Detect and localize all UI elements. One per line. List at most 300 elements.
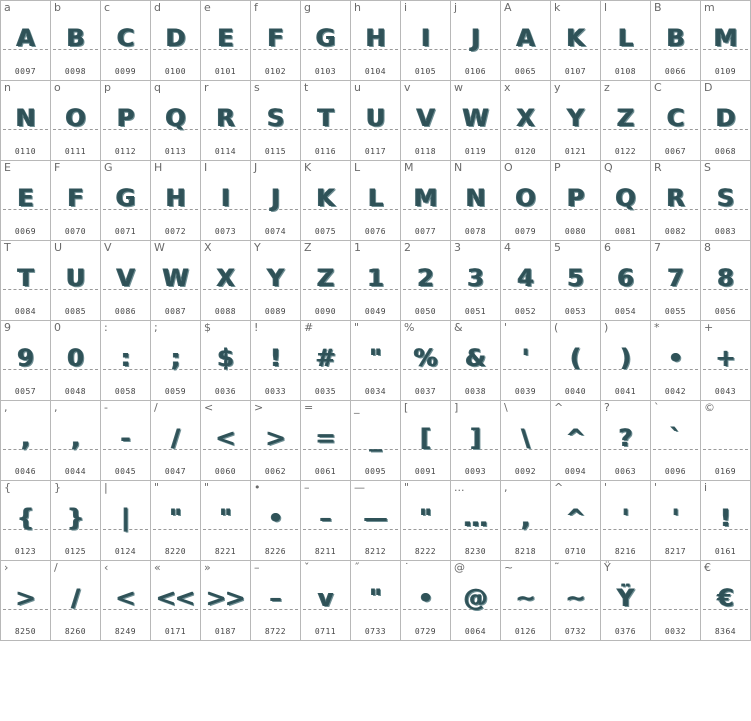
character-code: 0120 — [514, 147, 537, 156]
character-label: 9 — [4, 321, 11, 334]
glyph-cell — [501, 241, 551, 321]
glyph-sample: P — [567, 184, 584, 212]
glyph-cell — [1, 321, 51, 401]
glyph-cell — [651, 81, 701, 161]
glyph-cell — [151, 561, 201, 641]
character-label: ˇ — [304, 561, 310, 574]
character-label: X — [204, 241, 212, 254]
character-code: 8220 — [164, 547, 187, 556]
glyph-sample: A — [516, 24, 535, 52]
glyph-sample: W — [462, 104, 489, 132]
character-code: 0118 — [414, 147, 437, 156]
glyph-cell — [301, 321, 351, 401]
character-code: 0054 — [614, 307, 637, 316]
character-label: s — [254, 81, 260, 94]
glyph-sample: I — [421, 24, 430, 52]
glyph-cell — [51, 161, 101, 241]
character-code: 0071 — [114, 227, 137, 236]
glyph-cell — [101, 561, 151, 641]
character-code: 0034 — [364, 387, 387, 396]
glyph-sample: B — [666, 24, 685, 52]
character-code: 0066 — [664, 67, 687, 76]
character-code: 0103 — [314, 67, 337, 76]
character-code: 0038 — [464, 387, 487, 396]
character-code: 0106 — [464, 67, 487, 76]
glyph-cell — [1, 241, 51, 321]
glyph-sample: _ — [370, 424, 381, 452]
character-code: 0064 — [464, 627, 487, 636]
glyph-cell — [551, 161, 601, 241]
character-label: = — [304, 401, 314, 414]
glyph-sample: 0 — [67, 344, 84, 372]
glyph-sample: " — [369, 584, 382, 612]
glyph-sample: 1 — [367, 264, 384, 292]
glyph-sample: — — [364, 504, 387, 532]
glyph-sample: S — [267, 104, 284, 132]
character-label: V — [104, 241, 112, 254]
character-code: 0116 — [314, 147, 337, 156]
character-code: 0043 — [714, 387, 737, 396]
glyph-sample: ^ — [565, 504, 586, 532]
character-label: b — [54, 1, 61, 14]
character-label: , — [4, 401, 8, 414]
glyph-cell — [651, 161, 701, 241]
character-label: ‹ — [104, 561, 109, 574]
character-label: I — [204, 161, 208, 174]
character-code: 0121 — [564, 147, 587, 156]
character-label: t — [304, 81, 309, 94]
character-label: » — [204, 561, 211, 574]
glyph-cell — [151, 81, 201, 161]
character-label: N — [454, 161, 463, 174]
character-code: 8250 — [14, 627, 37, 636]
glyph-row — [1, 561, 751, 641]
character-label: – — [254, 561, 260, 574]
character-label: D — [704, 81, 713, 94]
character-code: 0040 — [564, 387, 587, 396]
glyph-cell — [251, 401, 301, 481]
character-label: + — [704, 321, 714, 334]
character-label: u — [354, 81, 361, 94]
glyph-cell — [701, 321, 751, 401]
glyph-cell — [601, 561, 651, 641]
glyph-cell — [151, 321, 201, 401]
glyph-cell — [451, 401, 501, 481]
character-label: [ — [404, 401, 409, 414]
character-code: 0068 — [714, 147, 737, 156]
character-code: 0093 — [464, 467, 487, 476]
glyph-sample: > — [265, 424, 286, 452]
character-code: 0056 — [714, 307, 737, 316]
character-label: x — [504, 81, 511, 94]
glyph-cell — [501, 481, 551, 561]
character-code: 0711 — [314, 627, 337, 636]
character-code: 0063 — [614, 467, 637, 476]
character-label: y — [554, 81, 561, 94]
glyph-sample: X — [216, 264, 235, 292]
glyph-cell — [501, 401, 551, 481]
glyph-cell — [351, 241, 401, 321]
character-code: 0095 — [364, 467, 387, 476]
character-label: 6 — [604, 241, 611, 254]
glyph-cell — [701, 561, 751, 641]
glyph-sample: M — [414, 184, 437, 212]
character-label: < — [204, 401, 214, 414]
glyph-sample: v — [318, 584, 333, 612]
character-code: 0032 — [664, 627, 687, 636]
glyph-cell — [551, 401, 601, 481]
glyph-sample: B — [66, 24, 85, 52]
glyph-cell — [251, 481, 301, 561]
glyph-cell — [251, 241, 301, 321]
glyph-sample: " — [369, 344, 382, 372]
character-code: 8249 — [114, 627, 137, 636]
character-label: F — [54, 161, 61, 174]
character-label: / — [54, 561, 58, 574]
character-code: 0112 — [114, 147, 137, 156]
glyph-cell — [101, 161, 151, 241]
character-label: " — [354, 321, 360, 334]
character-code: 0061 — [314, 467, 337, 476]
character-label: a — [4, 1, 11, 14]
character-code: 0059 — [164, 387, 187, 396]
glyph-sample: @ — [464, 584, 487, 612]
character-code: 0070 — [64, 227, 87, 236]
glyph-cell — [51, 481, 101, 561]
character-label: $ — [204, 321, 211, 334]
character-label: ! — [254, 321, 259, 334]
glyph-cell — [301, 161, 351, 241]
glyph-sample: N — [15, 104, 36, 132]
character-code: 0729 — [414, 627, 437, 636]
glyph-cell — [151, 161, 201, 241]
character-code: 0036 — [214, 387, 237, 396]
glyph-cell — [201, 241, 251, 321]
glyph-sample: X — [516, 104, 535, 132]
glyph-sample: ~ — [565, 584, 586, 612]
character-label: % — [404, 321, 415, 334]
glyph-sample: - — [121, 424, 130, 452]
glyph-cell — [451, 321, 501, 401]
character-label: " — [204, 481, 210, 494]
glyph-sample: – — [270, 584, 281, 612]
character-label: } — [54, 481, 61, 494]
glyph-sample: > — [15, 584, 36, 612]
glyph-cell — [201, 321, 251, 401]
character-label: – — [304, 481, 310, 494]
glyph-row — [1, 321, 751, 401]
glyph-cell — [51, 561, 101, 641]
character-code: 0044 — [64, 467, 87, 476]
glyph-cell — [351, 481, 401, 561]
character-code: 0055 — [664, 307, 687, 316]
character-label: W — [154, 241, 165, 254]
character-code: 0105 — [414, 67, 437, 76]
glyph-cell — [1, 81, 51, 161]
character-label: m — [704, 1, 715, 14]
glyph-sample: F — [67, 184, 84, 212]
character-label: Z — [304, 241, 312, 254]
glyph-sample: L — [368, 184, 383, 212]
character-label: g — [304, 1, 311, 14]
character-code: 0108 — [614, 67, 637, 76]
glyph-sample: S — [717, 184, 734, 212]
character-code: 0094 — [564, 467, 587, 476]
character-code: 0102 — [264, 67, 287, 76]
character-label: R — [654, 161, 662, 174]
glyph-sample: R — [216, 104, 235, 132]
character-label: j — [454, 1, 458, 14]
glyph-cell — [601, 161, 651, 241]
character-code: 0123 — [14, 547, 37, 556]
character-label: | — [104, 481, 108, 494]
character-label: { — [4, 481, 11, 494]
glyph-cell — [151, 241, 201, 321]
glyph-cell — [101, 481, 151, 561]
glyph-sample: } — [67, 504, 84, 532]
glyph-cell — [351, 81, 401, 161]
character-label: O — [504, 161, 513, 174]
character-code: 0083 — [714, 227, 737, 236]
character-code: 0042 — [664, 387, 687, 396]
glyph-sample: ! — [720, 504, 731, 532]
character-label: / — [154, 401, 158, 414]
character-code: 0122 — [614, 147, 637, 156]
glyph-sample: C — [667, 104, 684, 132]
character-label: : — [104, 321, 108, 334]
character-label: i — [404, 1, 408, 14]
character-label: ' — [504, 321, 508, 334]
character-code: 0065 — [514, 67, 537, 76]
character-code: 0161 — [714, 547, 737, 556]
glyph-cell — [501, 1, 551, 81]
glyph-cell — [401, 401, 451, 481]
glyph-row — [1, 401, 751, 481]
character-code: 8218 — [514, 547, 537, 556]
character-code: 0073 — [214, 227, 237, 236]
character-code: 0733 — [364, 627, 387, 636]
character-code: 0072 — [164, 227, 187, 236]
character-code: 0092 — [514, 467, 537, 476]
glyph-sample: " — [219, 504, 232, 532]
character-code: 0107 — [564, 67, 587, 76]
character-label: G — [104, 161, 113, 174]
character-code: 0057 — [14, 387, 37, 396]
glyph-sample: >> — [206, 584, 245, 612]
character-code: 0053 — [564, 307, 587, 316]
character-code: 0097 — [14, 67, 37, 76]
character-code: 0187 — [214, 627, 237, 636]
character-label: w — [454, 81, 463, 94]
glyph-sample: F — [267, 24, 284, 52]
glyph-cell — [351, 161, 401, 241]
character-code: 0050 — [414, 307, 437, 316]
character-label: > — [254, 401, 264, 414]
character-label: @ — [454, 561, 465, 574]
character-code: 0046 — [14, 467, 37, 476]
character-code: 0060 — [214, 467, 237, 476]
glyph-sample: A — [16, 24, 35, 52]
glyph-sample: U — [66, 264, 85, 292]
character-code: 0089 — [264, 307, 287, 316]
glyph-cell — [651, 401, 701, 481]
glyph-sample: ] — [470, 424, 481, 452]
glyph-row — [1, 481, 751, 561]
character-code: 0087 — [164, 307, 187, 316]
glyph-sample: , — [21, 424, 30, 452]
character-code: 8364 — [714, 627, 737, 636]
glyph-sample: % — [413, 344, 438, 372]
character-label: ... — [454, 481, 465, 494]
character-code: 0075 — [314, 227, 337, 236]
glyph-sample: Y — [267, 264, 284, 292]
glyph-cell — [251, 321, 301, 401]
glyph-cell — [201, 1, 251, 81]
glyph-cell — [101, 321, 151, 401]
character-code: 8222 — [414, 547, 437, 556]
character-label: E — [4, 161, 11, 174]
glyph-cell — [401, 561, 451, 641]
glyph-cell — [51, 241, 101, 321]
character-code: 0037 — [414, 387, 437, 396]
glyph-sample: << — [156, 584, 195, 612]
glyph-cell — [701, 161, 751, 241]
character-label: € — [704, 561, 711, 574]
character-code: 0082 — [664, 227, 687, 236]
glyph-cell — [701, 1, 751, 81]
glyph-cell — [501, 321, 551, 401]
glyph-cell — [301, 241, 351, 321]
character-label: q — [154, 81, 161, 94]
glyph-sample: ^ — [565, 424, 586, 452]
glyph-sample: < — [115, 584, 136, 612]
character-label: ( — [554, 321, 559, 334]
character-label: i — [704, 481, 708, 494]
character-label: ' — [654, 481, 658, 494]
glyph-sample: < — [215, 424, 236, 452]
character-label: ~ — [504, 561, 514, 574]
character-code: 0076 — [364, 227, 387, 236]
character-label: ˝ — [354, 561, 360, 574]
glyph-cell — [201, 561, 251, 641]
character-code: 0090 — [314, 307, 337, 316]
glyph-cell — [351, 561, 401, 641]
glyph-sample: [ — [420, 424, 431, 452]
glyph-cell — [101, 1, 151, 81]
glyph-sample: 9 — [17, 344, 34, 372]
character-label: * — [654, 321, 660, 334]
character-label: e — [204, 1, 211, 14]
character-label: T — [4, 241, 11, 254]
character-code: 0104 — [364, 67, 387, 76]
glyph-cell — [651, 321, 701, 401]
glyph-sample: T — [317, 104, 334, 132]
glyph-sample: K — [566, 24, 585, 52]
character-code: 0077 — [414, 227, 437, 236]
character-label: C — [654, 81, 662, 94]
character-label: 3 — [454, 241, 461, 254]
character-code: 0047 — [164, 467, 187, 476]
glyph-cell — [201, 481, 251, 561]
glyph-sample: Q — [615, 184, 636, 212]
character-label: " — [154, 481, 160, 494]
glyph-cell — [451, 561, 501, 641]
character-code: 8211 — [314, 547, 337, 556]
character-code: 0069 — [14, 227, 37, 236]
glyph-cell — [501, 161, 551, 241]
glyph-cell — [551, 481, 601, 561]
character-code: 0045 — [114, 467, 137, 476]
character-label: S — [704, 161, 711, 174]
glyph-cell — [401, 321, 451, 401]
glyph-cell — [251, 161, 301, 241]
glyph-cell — [51, 321, 101, 401]
character-code: 0067 — [664, 147, 687, 156]
glyph-cell — [451, 1, 501, 81]
glyph-sample: O — [515, 184, 536, 212]
character-label: # — [304, 321, 314, 334]
character-code: 8260 — [64, 627, 87, 636]
glyph-cell — [1, 161, 51, 241]
character-label: « — [154, 561, 161, 574]
glyph-sample: W — [162, 264, 189, 292]
glyph-cell — [301, 1, 351, 81]
character-label: h — [354, 1, 361, 14]
character-label: - — [104, 401, 108, 414]
glyph-sample: & — [465, 344, 486, 372]
glyph-sample: " — [169, 504, 182, 532]
character-label: Q — [604, 161, 613, 174]
character-code: 0101 — [214, 67, 237, 76]
glyph-cell — [601, 321, 651, 401]
character-code: 0169 — [714, 467, 737, 476]
glyph-cell — [151, 401, 201, 481]
glyph-cell — [51, 81, 101, 161]
character-label: n — [4, 81, 11, 94]
glyph-sample: ) — [620, 344, 631, 372]
glyph-sample: K — [316, 184, 335, 212]
character-code: 0039 — [514, 387, 537, 396]
character-code: 0048 — [64, 387, 87, 396]
glyph-cell — [551, 561, 601, 641]
character-code: 0088 — [214, 307, 237, 316]
glyph-cell — [601, 241, 651, 321]
character-label: d — [154, 1, 161, 14]
glyph-sample: N — [465, 184, 486, 212]
character-code: 0096 — [664, 467, 687, 476]
character-label: ^ — [554, 481, 564, 494]
character-label: 0 — [54, 321, 61, 334]
glyph-cell — [401, 241, 451, 321]
glyph-cell — [601, 401, 651, 481]
character-label: ˙ — [404, 561, 410, 574]
glyph-sample: J — [471, 24, 480, 52]
character-label: B — [654, 1, 662, 14]
glyph-sample: 2 — [417, 264, 434, 292]
glyph-cell — [501, 81, 551, 161]
character-code: 0052 — [514, 307, 537, 316]
glyph-sample: # — [315, 344, 336, 372]
glyph-cell — [101, 401, 151, 481]
character-label: Y — [254, 241, 261, 254]
glyph-sample: – — [320, 504, 331, 532]
character-code: 0078 — [464, 227, 487, 236]
glyph-sample: € — [717, 584, 734, 612]
character-code: 8212 — [364, 547, 387, 556]
character-label: v — [404, 81, 411, 94]
glyph-sample: H — [165, 184, 186, 212]
character-code: 0111 — [64, 147, 87, 156]
